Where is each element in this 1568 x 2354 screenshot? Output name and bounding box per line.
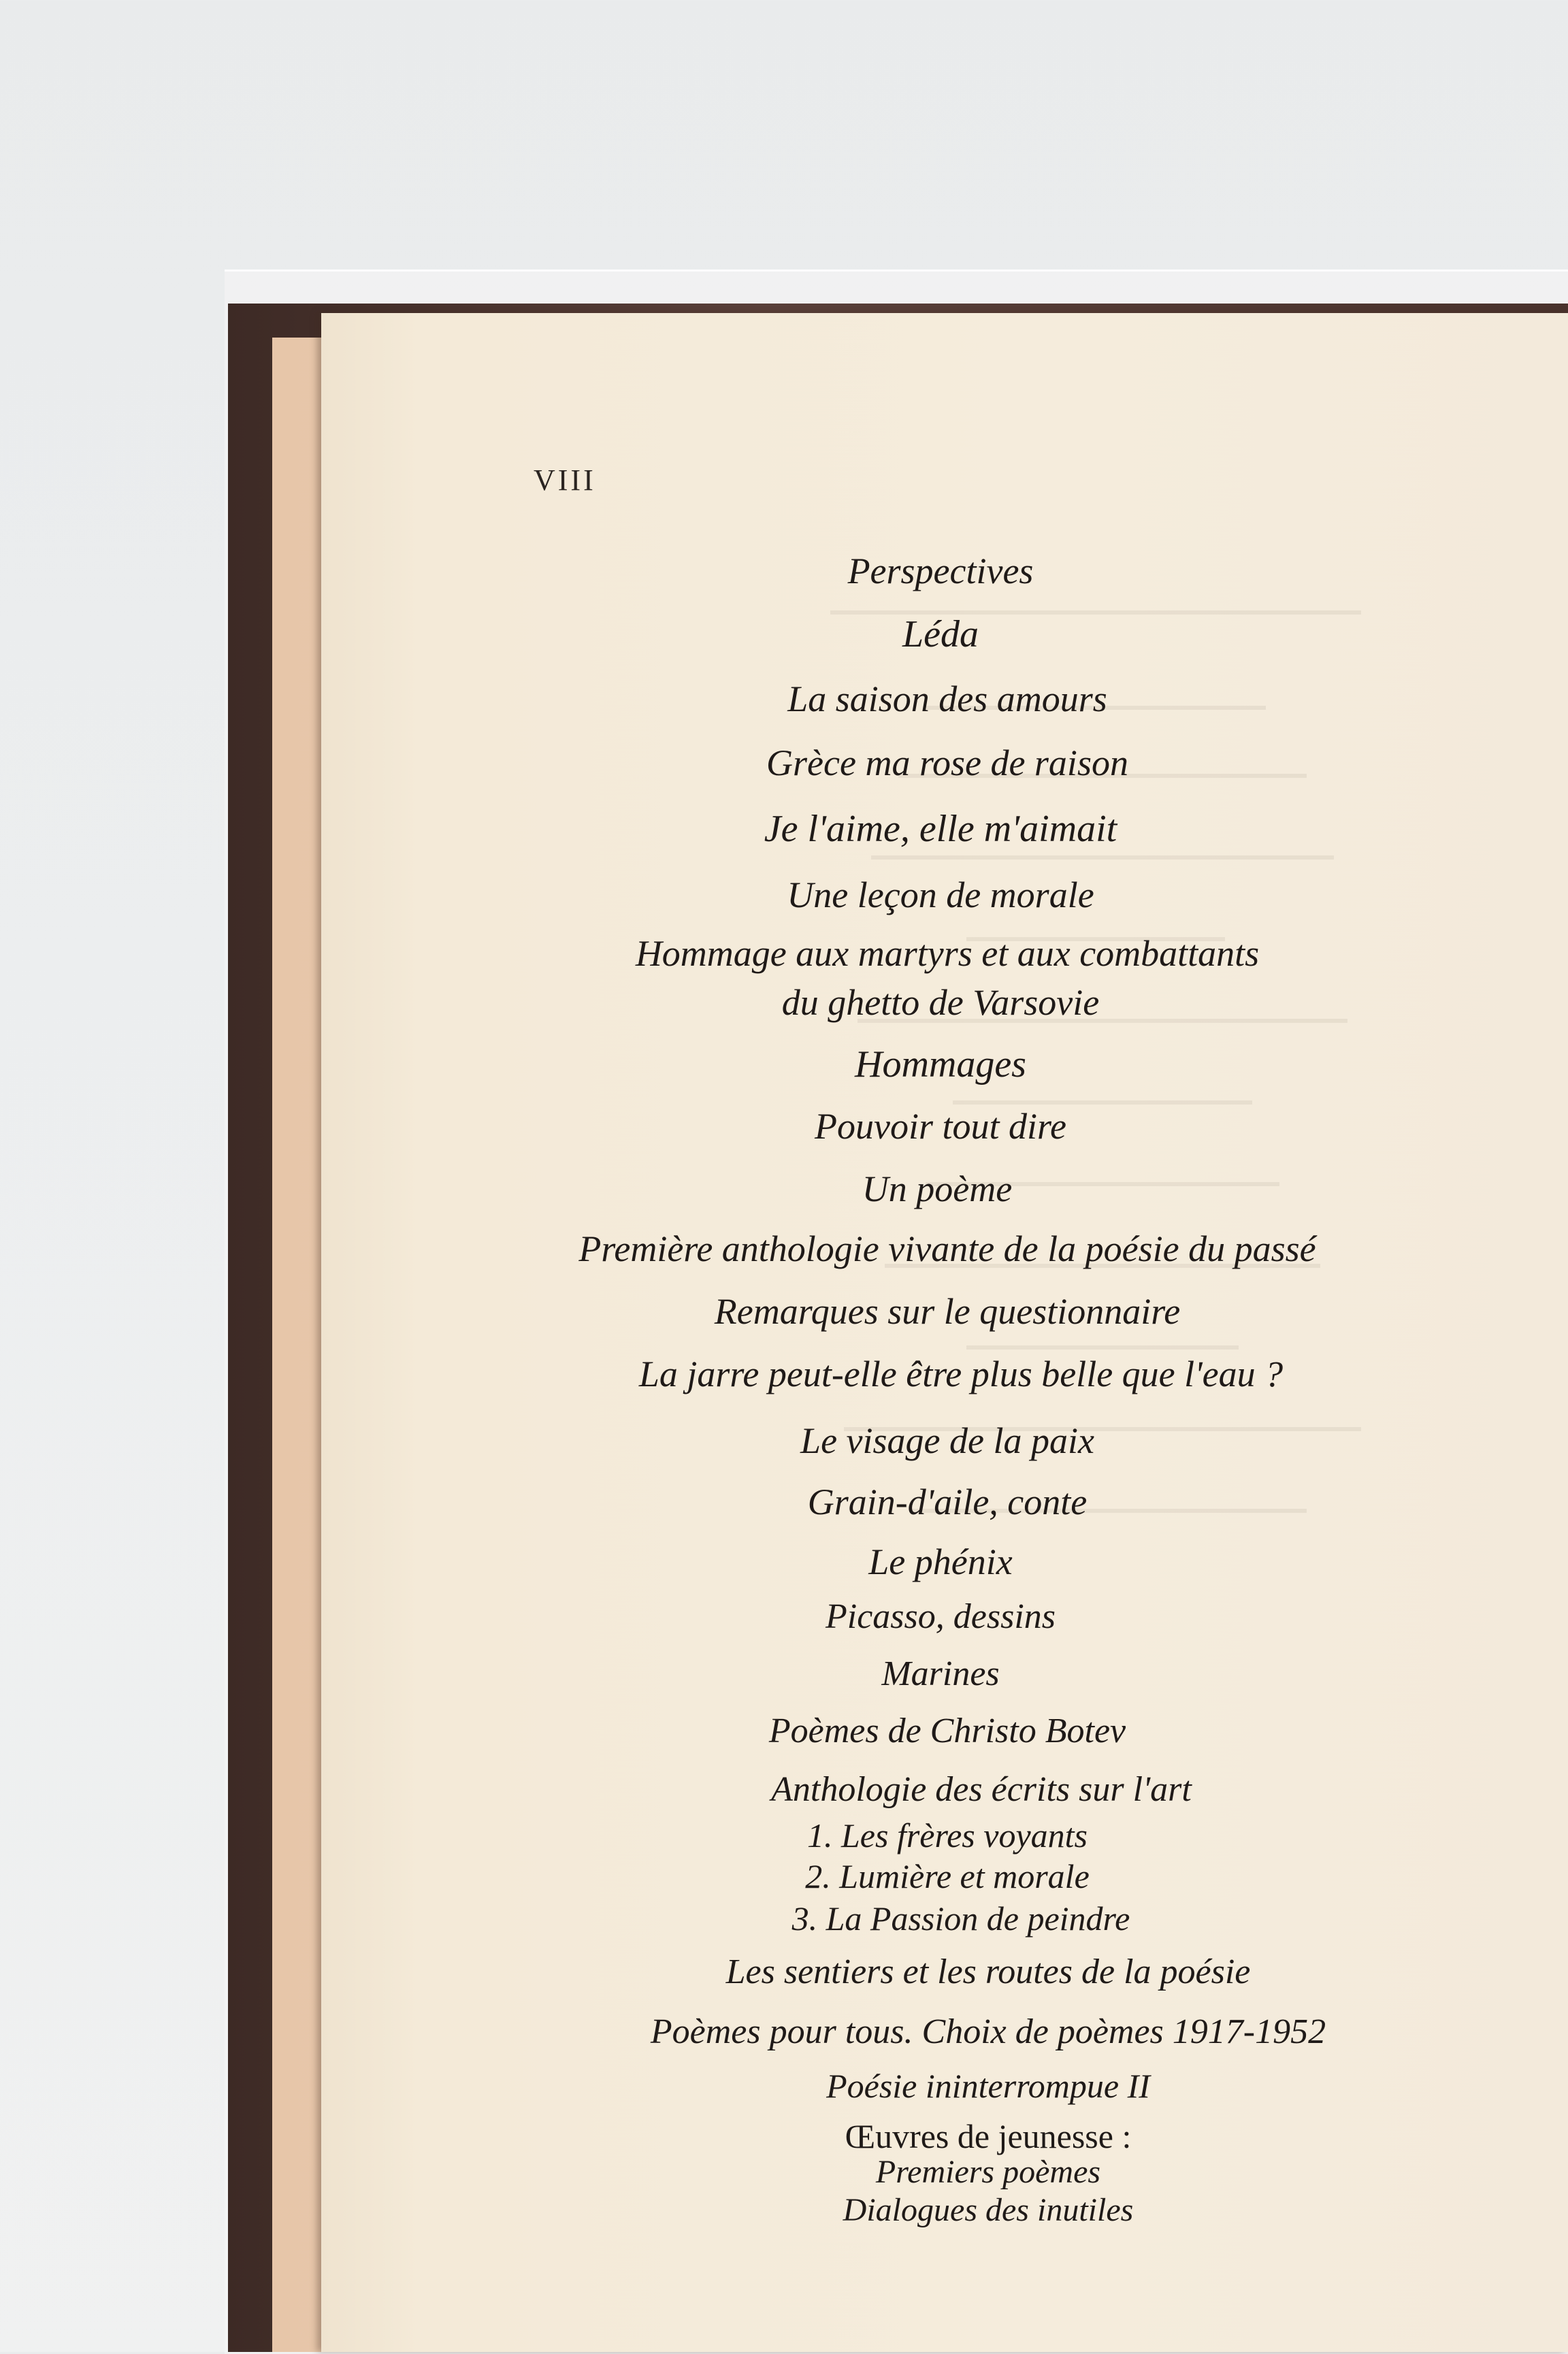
toc-entry-visage-de-la-paix: Le visage de la paix: [800, 1420, 1094, 1461]
toc-subentry-premiers-poemes: Premiers poèmes: [875, 2154, 1101, 2190]
toc-entry-la-jarre: La jarre peut-elle être plus belle que l'eau ?: [638, 1354, 1284, 1394]
toc-entry-grain-d-aile: Grain-d'aile, conte: [807, 1482, 1088, 1522]
toc-subentry-1: 1. Les frères voyants: [807, 1816, 1088, 1854]
toc-entry-pouvoir-tout-dire: Pouvoir tout dire: [815, 1106, 1066, 1147]
toc-entry-oeuvres-de-jeunesse: Œuvres de jeunesse :: [845, 2117, 1132, 2155]
toc-entry-marines: Marines: [881, 1654, 1000, 1693]
toc-entry-lecon-de-morale: Une leçon de morale: [787, 874, 1094, 915]
toc-entry-picasso-dessins: Picasso, dessins: [826, 1597, 1056, 1636]
toc-entry-le-phenix: Le phénix: [868, 1541, 1013, 1582]
toc-entry-hommage-line2: du ghetto de Varsovie: [781, 982, 1100, 1023]
toc-entry-anthologie-des-ecrits: Anthologie des écrits sur l'art: [771, 1770, 1192, 1809]
toc-subentry-dialogues-des-inutiles: Dialogues des inutiles: [843, 2192, 1134, 2228]
toc-entry-remarques: Remarques sur le questionnaire: [714, 1291, 1181, 1332]
toc-entry-poemes-pour-tous: Poèmes pour tous. Choix de poèmes 1917-1952: [650, 2012, 1326, 2051]
toc-entry-perspectives: Perspectives: [847, 551, 1034, 591]
toc-entry-hommages: Hommages: [855, 1043, 1026, 1085]
toc-subentry-3: 3. La Passion de peindre: [791, 1899, 1130, 1938]
toc-entry-je-l-aime: Je l'aime, elle m'aimait: [764, 808, 1117, 850]
toc-subentry-2: 2. Lumière et morale: [805, 1857, 1090, 1895]
toc-entry-premiere-anthologie: Première anthologie vivante de la poésie du passé: [578, 1228, 1316, 1269]
toc-entry-hommage-line1: Hommage aux martyrs et aux combattants: [635, 933, 1260, 974]
toc-entry-poesie-ininterrompue: Poésie ininterrompue II: [826, 2067, 1150, 2105]
toc-entry-leda: Léda: [902, 613, 979, 655]
page-number: VIII: [534, 463, 596, 497]
toc-entry-saison-des-amours: La saison des amours: [787, 679, 1107, 719]
toc-entry-botev: Poèmes de Christo Botev: [768, 1712, 1126, 1750]
toc-entry-sentiers-et-routes: Les sentiers et les routes de la poésie: [725, 1952, 1251, 1991]
toc-entry-un-poeme: Un poème: [862, 1168, 1013, 1209]
toc-entry-grece: Grèce ma rose de raison: [766, 742, 1128, 783]
